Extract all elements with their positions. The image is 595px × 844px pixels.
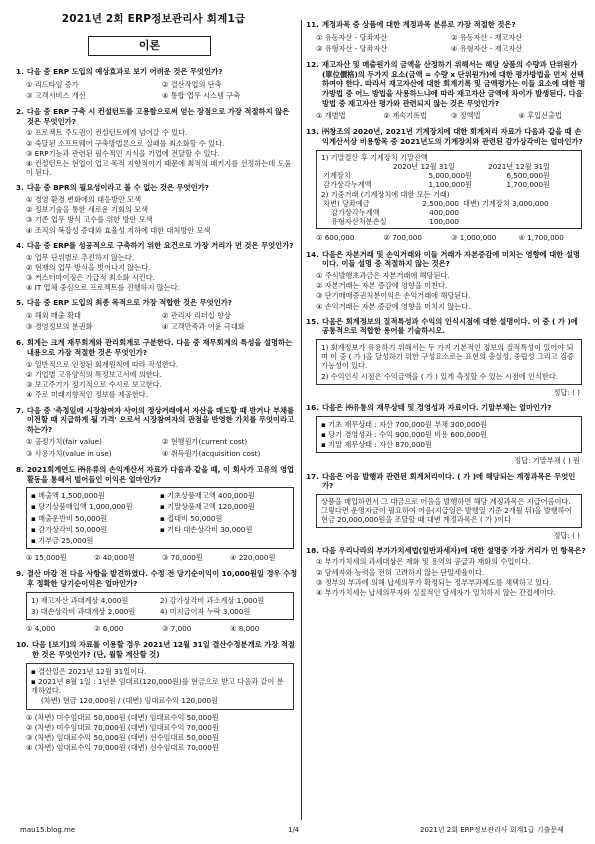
question-16 <box>306 403 586 466</box>
option: ③ 보고주기가 정기적으로 수시로 보고한다. <box>26 380 162 390</box>
data-box <box>26 592 294 620</box>
option: ③ 단기매매증권처분이익은 손익거래에 해당된다. <box>316 291 471 301</box>
question-text: 다음은 ㈜유통의 재무상태 및 경영성과 자료이다. 기말부채는 얼마인가? <box>321 403 552 413</box>
data-box <box>316 416 582 454</box>
balance-table <box>321 162 552 190</box>
question-text: 다음 중 BPR의 필요성이라고 볼 수 없는 것은 무엇인가? <box>26 183 209 193</box>
data-item: ▪ 당기상품매입액 1,000,000원 <box>31 502 133 512</box>
question-text: 다음 중 ERP 도입의 최종 목적으로 가장 적합한 것은 무엇인가? <box>26 298 233 308</box>
question-text: 계정과목 중 상품에 대한 계정과목 분류로 가장 적절한 것은? <box>321 20 516 29</box>
table-cell: 기계장치 <box>323 171 351 181</box>
data-box <box>316 150 582 230</box>
question-text: 다음 우리나라의 부가가치세법(일반과세자)에 대한 설명중 가장 거리가 먼 항목은? <box>321 545 586 555</box>
data-item: ▪ 기타 대손상각비 30,000원 <box>160 524 253 534</box>
option: ② 현재의 업무 방식을 벗어나지 않는다. <box>26 262 151 272</box>
option: ④ 8,000 <box>230 624 260 634</box>
option: ③ 7,000 <box>162 624 192 634</box>
question-number: 13. <box>306 127 319 137</box>
option: ③ 정액법 <box>451 111 481 121</box>
data-item: ▪ 기부금 25,000원 <box>31 536 94 546</box>
table-cell: 감가상각누계액 <box>331 207 380 217</box>
data-item: ▪ 매출액 1,500,000원 <box>31 491 105 501</box>
question-number: 4. <box>16 240 24 250</box>
section-label: 이론 <box>88 36 211 56</box>
option: ② 숙달된 소프트웨어 구축방법론으로 실패를 최소화할 수 있다. <box>26 138 225 148</box>
question-number: 1. <box>16 67 24 76</box>
question-number: 10. <box>16 640 29 650</box>
option: ④ 취득원가(acquisition cost) <box>162 448 261 458</box>
question-text: 다음 중 ERP 도입의 예상효과로 보기 어려운 것은 무엇인가? <box>26 67 223 76</box>
data-item: ▪ 기말상품재고액 120,000원 <box>160 502 255 512</box>
page-number: 1/4 <box>288 826 300 834</box>
table-cell: 차변) 당좌예금 <box>323 198 370 208</box>
option: ④ 컨설턴트는 현업이 업고 목적 지향적이기 때문에 최적의 패키지를 선정하는데 도움이 된다. <box>26 158 292 178</box>
question-text: 다음 중 '측정일에 시장참여자 사이의 정상거래에서 자산을 매도할 때 받거나 부채를 이전할 때 지급하게 될 가격' 으로서 시장참여자의 관점을 반영한 가치를 무엇이라고 하는가? <box>26 405 295 434</box>
table-cell: 1,700,000원 <box>506 180 550 190</box>
data-box <box>26 663 294 710</box>
question-1 <box>16 67 298 101</box>
option: ② 정보기술을 통한 새로운 기회의 모색 <box>26 205 149 215</box>
option: ③ 경영정보의 분권화 <box>26 322 93 332</box>
table-cell: 6,500,000원 <box>506 171 550 181</box>
question-9 <box>16 569 298 634</box>
option: ④ 조직의 복잡성 증대와 효율성 저하에 대한 대처방안 모색 <box>26 225 211 235</box>
data-item: ▪ 기말 재무상태 : 자산 870,000원 <box>321 440 432 450</box>
option: ④ (차변) 임대료수익 70,000원 (대변) 선수임대료 70,000원 <box>26 743 219 753</box>
table-cell: 유형자산처분손실 <box>331 217 387 227</box>
data-box <box>26 487 294 549</box>
question-8 <box>16 465 298 564</box>
option: ② 자본거래는 자본 증감에 영향을 미친다. <box>316 281 448 291</box>
option: ③ 정부의 부과에 의해 납세의무가 확정되는 정부부과제도를 채택하고 있다. <box>316 577 552 587</box>
option: ④ 1,700,000 <box>518 233 564 243</box>
data-item: ▪ 기초상품재고액 400,000원 <box>160 491 255 501</box>
data-box: 상품을 매입하면서 그 대금으로 어음을 발행하면 해당 계정과목은 지급어음이다. 그렇다면 운영자금이 필요하여 어음(지급일은 발행일 기준 2개월 뒤)을 발행하여 현금 20,000,000원을 조달할 때 대변 계정과목은 ( 가 )이다 <box>316 494 582 528</box>
data-item: 1) 회계정보가 유용하기 위해서는 두 가지 기본적인 정보의 질적특성이 있어야 되며 이 중 ( 가 )을 달성하기 위한 구성요소로는 표현의 충실성, 중립성 그리고 검증가능성이 있다. <box>321 343 574 371</box>
question-11 <box>306 20 586 54</box>
question-number: 18. <box>306 545 319 555</box>
option: ④ 통합 업무 시스템 구축 <box>162 90 241 100</box>
option: ② 담세자와 능력을 전혀 고려하지 않는 단일세율이다. <box>316 567 485 577</box>
option: ③ (차변) 임대료수익 50,000원 (대변) 선수임대료 50,000원 <box>26 732 219 742</box>
data-item: ▪ 2021년 8월 1일 : 1년분 임대료(120,000원)를 현금으로 받고 다음과 같이 분개하였다. <box>31 676 284 696</box>
data-item: 1) 재고자산 과대계상 4,000원 <box>31 595 129 605</box>
option: ④ 220,000원 <box>230 553 276 563</box>
data-item: 4) 미지급이자 누락 3,000원 <box>160 606 251 616</box>
option: ① 600,000 <box>316 233 355 243</box>
option: ④ 고객만족과 이윤 극대화 <box>162 322 245 332</box>
question-10 <box>16 640 298 752</box>
answer-blank[interactable]: 정답: 기말부채 ( ) 원 <box>514 456 580 466</box>
date-header: 2020년 12월 31일 <box>393 161 455 171</box>
option: ① 주식발행초과금은 자본거래에 해당된다. <box>316 270 450 280</box>
option: ② 결산작업의 단축 <box>162 79 222 89</box>
table-cell: 감가상각누계액 <box>323 180 372 190</box>
option: ③ ERP기능과 관련된 필수적인 지식을 기업에 전달할 수 있다. <box>26 148 220 158</box>
option: ① 부가가치세의 과세대상은 재화 및 용역의 공급과 재화의 수입이다. <box>316 557 531 567</box>
question-12 <box>306 60 586 121</box>
option: ④ IT 업체 중심으로 프로젝트를 진행하지 않는다. <box>26 283 180 293</box>
data-item: ▪ 기초 재무상태 : 자산 700,000원 부채 300,000원 <box>321 419 488 429</box>
question-13 <box>306 127 586 243</box>
option: ③ 유형자산 - 당좌자산 <box>316 43 388 53</box>
option: ③ 사용가치(value in use) <box>26 448 112 458</box>
question-18 <box>306 546 586 598</box>
section-heading: 1) 기말결산 후 기계장치 기말잔액 <box>321 152 428 162</box>
question-text: 재고자산 및 매출원가의 금액을 산정하기 위해서는 해당 상품의 수량과 단위원가(單位價格)의 두가지 요소(금액 = 수량 x 단위원가)에 대한 평가방법을 먼저 선택하여야 한다. 따라서 재고자산에 대한 회계기록 및 금액평가는 이들 요소에 대한 평가방법 중 어느 방법을 사용하느냐에 따라 재고자산 금액에 차이가 발생된다. 다음 방법 중 재고자산 평가와 관련되지 않는 것은 무엇인가? <box>321 60 586 108</box>
table-cell: 5,000,000원 <box>428 171 472 181</box>
right-column <box>306 20 586 603</box>
option: ② 계속기록법 <box>383 111 427 121</box>
question-text: 다음은 어음 발행과 관련된 회계처리이다. ( 가 )에 해당되는 계정과목은 무엇인가? <box>321 471 576 491</box>
data-item: 3) 대손상각비 과대계상 2,000원 <box>31 606 136 616</box>
left-column <box>16 67 298 758</box>
data-item <box>160 536 289 545</box>
table-cell: 대변) 기계장치 3,000,000 <box>463 198 549 208</box>
option: ① 업무 단위별로 추진하지 않는다. <box>26 252 135 262</box>
question-number: 15. <box>306 316 319 326</box>
option: ④ 유형자산 - 재고자산 <box>451 43 523 53</box>
date-header: 2021년 12월 31일 <box>488 161 550 171</box>
question-text: 다음은 회계정보의 질적특성과 수익의 인식시점에 대한 설명이다. 이 중 ( 가 )에 공통적으로 적합한 용어를 기술하시오. <box>321 316 578 336</box>
option: ② 700,000 <box>383 233 422 243</box>
question-6 <box>16 338 298 399</box>
option: ① 경영 환경 변화에의 대응방안 모색 <box>26 195 142 205</box>
option: ② 유동자산 - 재고자산 <box>451 32 523 42</box>
footer-source: mau15.blog.me <box>20 826 76 834</box>
question-number: 9. <box>16 569 24 579</box>
section-heading: 2) 기중거래 (기계장치에 대한 모든 거래) <box>321 189 450 199</box>
question-text: 다음 중 ERP 구축 시 컨설턴트를 고용함으로써 얻는 장점으로 가장 적절하지 않은 것은 무엇인가? <box>26 107 290 126</box>
option: ③ 기존 업무 방식 고수를 위한 방안 모색 <box>26 215 153 225</box>
exam-title: 2021년 2회 ERP정보관리사 회계1급 <box>61 13 246 25</box>
question-text: 2021회계연도 ㈜유류의 손익계산서 자료가 다음과 같을 때, 이 회사가 고유의 영업활동을 통해서 벌어들인 이익은 얼마인가? <box>26 464 295 484</box>
question-number: 2. <box>16 107 24 117</box>
question-number: 8. <box>16 464 24 474</box>
option: ④ 부가가치세는 납세의무자와 실질적인 담세자가 일치하지 않는 간접세이다. <box>316 588 556 597</box>
option: ① 개별법 <box>316 111 346 121</box>
question-text: 결산 마감 전 다음 사항을 발견하였다. 수정 전 당기순이익이 10,000원일 경우 수정 후 정확한 당기순이익은 얼마인가? <box>26 569 298 589</box>
data-item: 2) 감가상각비 과소계상 1,000원 <box>160 595 265 605</box>
option: ① 일반적으로 인정된 회계원칙에 따라 작성한다. <box>26 359 179 369</box>
question-text: 다음은 자본거래 및 손익거래와 이들 거래가 자본증감에 미치는 영향에 대한 설명이다. 이들 설명 중 적절하지 않는 것은? <box>321 249 580 269</box>
option: ② (차변) 미수임대료 70,000원 (대변) 임대료수익 70,000원 <box>26 722 219 732</box>
question-number: 6. <box>16 338 24 348</box>
question-number: 16. <box>306 403 319 413</box>
option: ④ 후입선출법 <box>518 111 562 121</box>
data-item: ▪ 접대비 50,000원 <box>160 513 223 523</box>
question-5 <box>16 298 298 332</box>
option: ③ 1,000,000 <box>451 233 497 243</box>
data-box <box>316 339 582 385</box>
option: ① 공정가치(fair value) <box>26 437 102 447</box>
option: ③ 고객서비스 개선 <box>26 90 86 100</box>
option: ③ 70,000원 <box>162 553 203 563</box>
option: ② 6,000 <box>94 624 124 634</box>
option: ② 기업별 고유양식의 특정보고서에 의한다. <box>26 369 162 379</box>
option: ② 40,000원 <box>94 553 135 563</box>
question-14 <box>306 250 586 311</box>
question-3 <box>16 183 298 235</box>
option: ① 리드타임 증가 <box>26 79 79 89</box>
question-text: ㈜창조의 2020년, 2021년 기계장치에 대한 회계처리 자료가 다음과 같을 때 손익계산서상 비용항목 중 2021년도의 기계장치와 관련된 감가상각비는 얼마인가? <box>321 127 583 147</box>
question-number: 7. <box>16 405 24 415</box>
data-item: ▪ 매출운반비 50,000원 <box>31 513 108 523</box>
question-15 <box>306 317 586 397</box>
question-text: 다음 중 ERP를 성공적으로 구축하기 위한 요건으로 가장 거리가 먼 것은 무엇인가? <box>26 240 294 250</box>
question-4 <box>16 241 298 293</box>
column-divider <box>301 20 302 820</box>
table-cell: 1,100,000원 <box>428 180 472 190</box>
question-number: 17. <box>306 471 319 481</box>
question-number: 14. <box>306 249 319 259</box>
answer-blank[interactable]: 정답: ( ) <box>553 387 580 397</box>
answer-blank[interactable]: 정답: ( ) <box>553 530 580 540</box>
question-number: 5. <box>16 298 24 308</box>
option: ④ 주로 미래지향적인 정보를 제공한다. <box>26 390 149 400</box>
question-7 <box>16 406 298 459</box>
option: ① 유동자산 - 당좌자산 <box>316 32 388 42</box>
data-item: ▪ 결산일은 2021년 12월 31일이다. <box>31 666 147 676</box>
data-item: ▪ 감가상각비 50,000원 <box>31 524 108 534</box>
option: ① 4,000 <box>26 624 56 634</box>
question-text: 다음 [보기]의 자료를 이용할 경우 2021년 12월 31일 결산수정분개로 가장 적절한 것은 무엇인가? (단, 월할 계산할 것) <box>31 640 295 659</box>
option: ① 해외 매출 확대 <box>26 311 81 321</box>
option: ② 관리자 리더십 향상 <box>162 311 231 321</box>
table-cell: 400,000 <box>429 207 459 217</box>
option: ② 현행원가(current cost) <box>162 437 248 447</box>
journal-table <box>321 199 551 227</box>
question-17 <box>306 472 586 540</box>
question-number: 3. <box>16 183 24 193</box>
question-number: 12. <box>306 60 319 70</box>
question-text: 회계는 크게 재무회계와 관리회계로 구분한다. 다음 중 재무회계의 특성을 설명하는 내용으로 가장 적절한 것은 무엇인가? <box>26 338 293 358</box>
option: ① 15,000원 <box>26 553 67 563</box>
table-cell: 2,500,000 <box>422 198 459 208</box>
question-2 <box>16 107 298 177</box>
footer-title: 2021년 2회 ERP정보관리사 회계1급 기출문제 <box>420 826 564 834</box>
question-number: 11. <box>306 20 319 29</box>
data-item: ▪ 당기 경영성과 : 수익 900,000원 비용 600,000원 <box>321 429 488 439</box>
option: ① (차변) 미수임대료 50,000원 (대변) 임대료수익 50,000원 <box>26 712 219 722</box>
data-item: (차변) 현금 120,000원 / (대변) 임대료수익 120,000원 <box>41 696 219 706</box>
option: ① 프로젝트 주도권이 컨설턴트에게 넘어갈 수 있다. <box>26 128 188 138</box>
table-cell: 100,000 <box>429 217 459 227</box>
option: ④ 손익거래는 자본 증감에 영향을 미치지 않는다. <box>316 301 471 311</box>
option: ③ 커스터마이징은 가급적 최소화 시킨다. <box>26 272 155 282</box>
data-item: 2) 수익인식 시점은 수익금액을 ( 가 ) 있게 측정할 수 있는 시점에 인식한다. <box>321 371 559 381</box>
